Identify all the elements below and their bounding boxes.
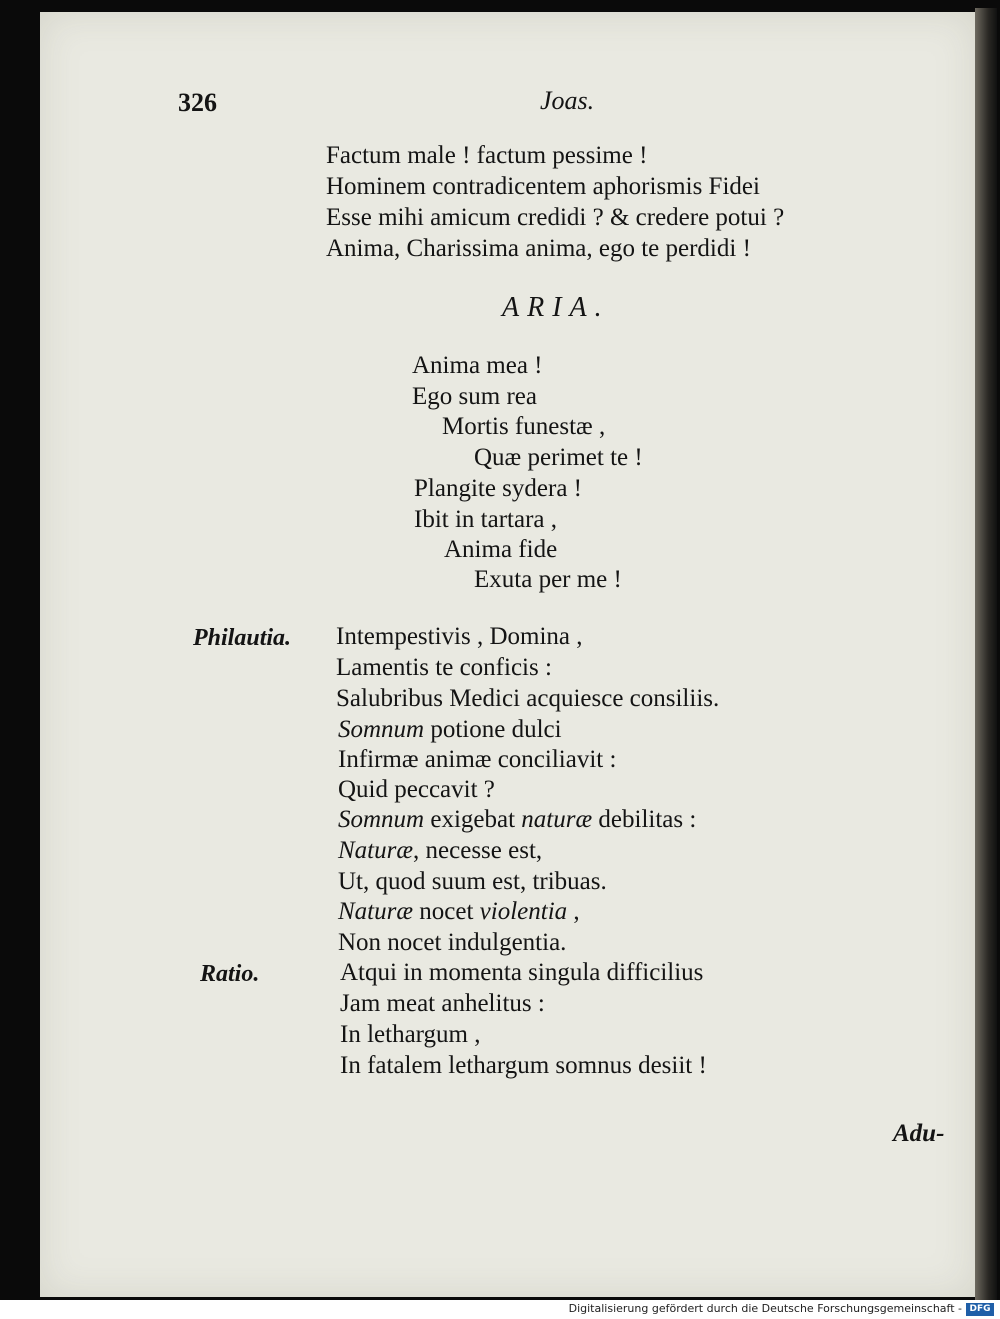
intro-line: Hominem contradicentem aphorismis Fidei	[326, 173, 760, 200]
dialogue-line: Ut, quod suum est, tribuas.	[338, 868, 607, 895]
dfg-logo: DFG	[966, 1303, 994, 1316]
aria-heading: ARIA.	[502, 292, 610, 323]
dialogue-line: Lamentis te conficis :	[336, 654, 552, 681]
aria-line: Ibit in tartara ,	[414, 506, 557, 533]
aria-line: Mortis funestæ ,	[442, 413, 606, 440]
dialogue-line: Naturæ, necesse est,	[338, 837, 543, 864]
dialogue-line: Somnum potione dulci	[338, 716, 562, 743]
page-edge	[975, 8, 997, 1300]
speaker-philautia: Philautia.	[193, 625, 292, 651]
dialogue-line: Salubribus Medici acquiesce consiliis.	[336, 685, 720, 712]
footer-bar	[0, 1300, 1000, 1319]
page-number: 326	[178, 88, 217, 117]
dialogue-line: Somnum exigebat naturæ debilitas :	[338, 806, 697, 833]
dialogue-line: In lethargum ,	[340, 1021, 481, 1048]
dialogue-line: Infirmæ animæ conciliavit :	[338, 746, 617, 773]
dialogue-line: Quid peccavit ?	[338, 776, 495, 803]
dialogue-line: Non nocet indulgentia.	[338, 929, 567, 956]
dialogue-line: Intempestivis , Domina ,	[336, 623, 583, 650]
intro-line: Esse mihi amicum credidi ? & credere potui ?	[326, 204, 785, 231]
intro-line: Anima, Charissima anima, ego te perdidi !	[326, 235, 751, 262]
aria-line: Exuta per me !	[474, 566, 622, 593]
catchword: Adu-	[893, 1120, 945, 1147]
aria-line: Plangite sydera !	[414, 475, 583, 502]
dialogue-line: In fatalem lethargum somnus desiit !	[340, 1052, 707, 1079]
running-title: Joas.	[540, 86, 595, 115]
dialogue-line: Naturæ nocet violentia ,	[338, 898, 580, 925]
aria-line: Ego sum rea	[412, 383, 537, 410]
aria-line: Anima mea !	[412, 352, 543, 379]
funding-credit: Digitalisierung gefördert durch die Deutsche Forschungsgemeinschaft -	[568, 1302, 962, 1315]
aria-line: Anima fide	[444, 536, 558, 563]
aria-line: Quæ perimet te !	[474, 444, 643, 471]
speaker-ratio: Ratio.	[200, 961, 260, 987]
dialogue-line: Jam meat anhelitus :	[340, 990, 545, 1017]
dialogue-line: Atqui in momenta singula difficilius	[340, 959, 704, 986]
intro-line: Factum male ! factum pessime !	[326, 142, 648, 169]
